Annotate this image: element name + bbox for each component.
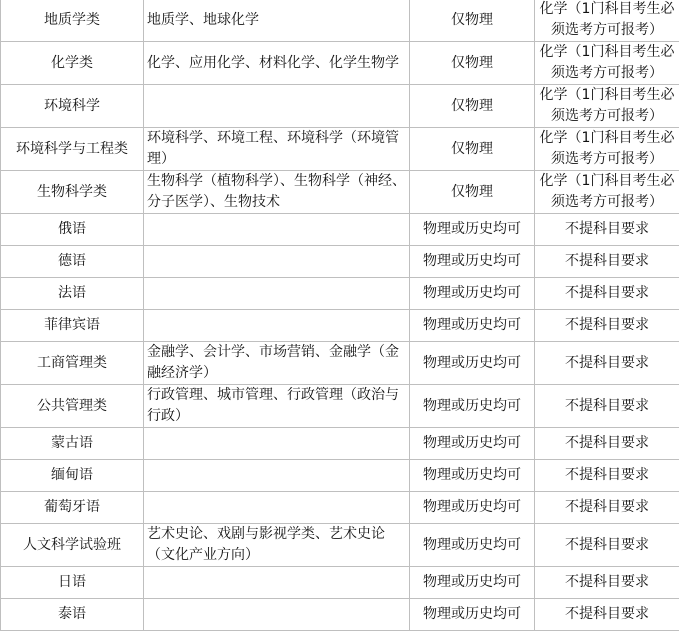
note-cell: 不提科目要求 [535,524,679,567]
note-cell: 不提科目要求 [535,385,679,428]
table-row [1,42,679,85]
subject-requirement-cell: 物理或历史均可 [410,278,535,310]
majors-cell [144,246,410,278]
category-cell: 地质学类 [1,0,144,42]
category-cell: 蒙古语 [1,428,144,460]
table-row [1,246,679,278]
majors-cell [144,567,410,599]
category-cell: 公共管理类 [1,385,144,428]
majors-cell [144,428,410,460]
subject-requirement-cell: 仅物理 [410,171,535,214]
table-row [1,492,679,524]
note-cell: 化学（1门科目考生必须选考方可报考） [535,128,679,171]
subject-requirement-cell: 物理或历史均可 [410,428,535,460]
table-row [1,460,679,492]
subject-requirement-cell: 仅物理 [410,42,535,85]
category-cell: 泰语 [1,599,144,631]
subject-requirement-cell: 物理或历史均可 [410,310,535,342]
majors-cell [144,278,410,310]
note-cell: 不提科目要求 [535,214,679,246]
category-cell: 化学类 [1,42,144,85]
table-row [1,428,679,460]
category-cell: 环境科学与工程类 [1,128,144,171]
note-cell: 化学（1门科目考生必须选考方可报考） [535,171,679,214]
subject-requirement-cell: 物理或历史均可 [410,524,535,567]
majors-cell: 环境科学、环境工程、环境科学（环境管理） [144,128,410,171]
subject-requirement-cell: 仅物理 [410,0,535,42]
table-body [1,0,679,631]
majors-cell: 艺术史论、戏剧与影视学类、艺术史论（文化产业方向） [144,524,410,567]
majors-cell: 金融学、会计学、市场营销、金融学（金融经济学） [144,342,410,385]
note-cell: 不提科目要求 [535,310,679,342]
note-cell: 不提科目要求 [535,567,679,599]
table-row [1,171,679,214]
category-cell: 日语 [1,567,144,599]
category-cell: 葡萄牙语 [1,492,144,524]
category-cell: 菲律宾语 [1,310,144,342]
note-cell: 不提科目要求 [535,599,679,631]
note-cell: 化学（1门科目考生必须选考方可报考） [535,42,679,85]
table-row [1,85,679,128]
note-cell: 不提科目要求 [535,460,679,492]
note-cell: 不提科目要求 [535,246,679,278]
subject-requirement-cell: 仅物理 [410,85,535,128]
table-row [1,278,679,310]
category-cell: 俄语 [1,214,144,246]
table-row [1,524,679,567]
majors-cell: 化学、应用化学、材料化学、化学生物学 [144,42,410,85]
majors-cell: 地质学、地球化学 [144,0,410,42]
note-cell: 不提科目要求 [535,342,679,385]
subject-requirement-cell: 仅物理 [410,128,535,171]
subject-requirement-cell: 物理或历史均可 [410,246,535,278]
category-cell: 法语 [1,278,144,310]
majors-cell [144,214,410,246]
table-row [1,128,679,171]
subject-requirement-cell: 物理或历史均可 [410,342,535,385]
category-cell: 工商管理类 [1,342,144,385]
note-cell: 化学（1门科目考生必须选考方可报考） [535,85,679,128]
subject-requirement-cell: 物理或历史均可 [410,492,535,524]
note-cell: 不提科目要求 [535,428,679,460]
table-row [1,0,679,42]
note-cell: 不提科目要求 [535,492,679,524]
subject-requirement-cell: 物理或历史均可 [410,460,535,492]
majors-cell [144,492,410,524]
category-cell: 生物科学类 [1,171,144,214]
category-cell: 缅甸语 [1,460,144,492]
subject-requirement-cell: 物理或历史均可 [410,214,535,246]
category-cell: 德语 [1,246,144,278]
subject-requirement-cell: 物理或历史均可 [410,567,535,599]
table-row [1,310,679,342]
majors-cell: 行政管理、城市管理、行政管理（政治与行政） [144,385,410,428]
majors-cell [144,85,410,128]
subject-requirement-cell: 物理或历史均可 [410,599,535,631]
category-cell: 人文科学试验班 [1,524,144,567]
table-row [1,385,679,428]
majors-cell [144,460,410,492]
category-cell: 环境科学 [1,85,144,128]
note-cell: 不提科目要求 [535,278,679,310]
table-row [1,567,679,599]
table-row [1,214,679,246]
majors-cell [144,310,410,342]
table-row [1,342,679,385]
subject-requirement-cell: 物理或历史均可 [410,385,535,428]
majors-cell: 生物科学（植物科学）、生物科学（神经、分子医学）、生物技术 [144,171,410,214]
note-cell: 化学（1门科目考生必须选考方可报考） [535,0,679,42]
